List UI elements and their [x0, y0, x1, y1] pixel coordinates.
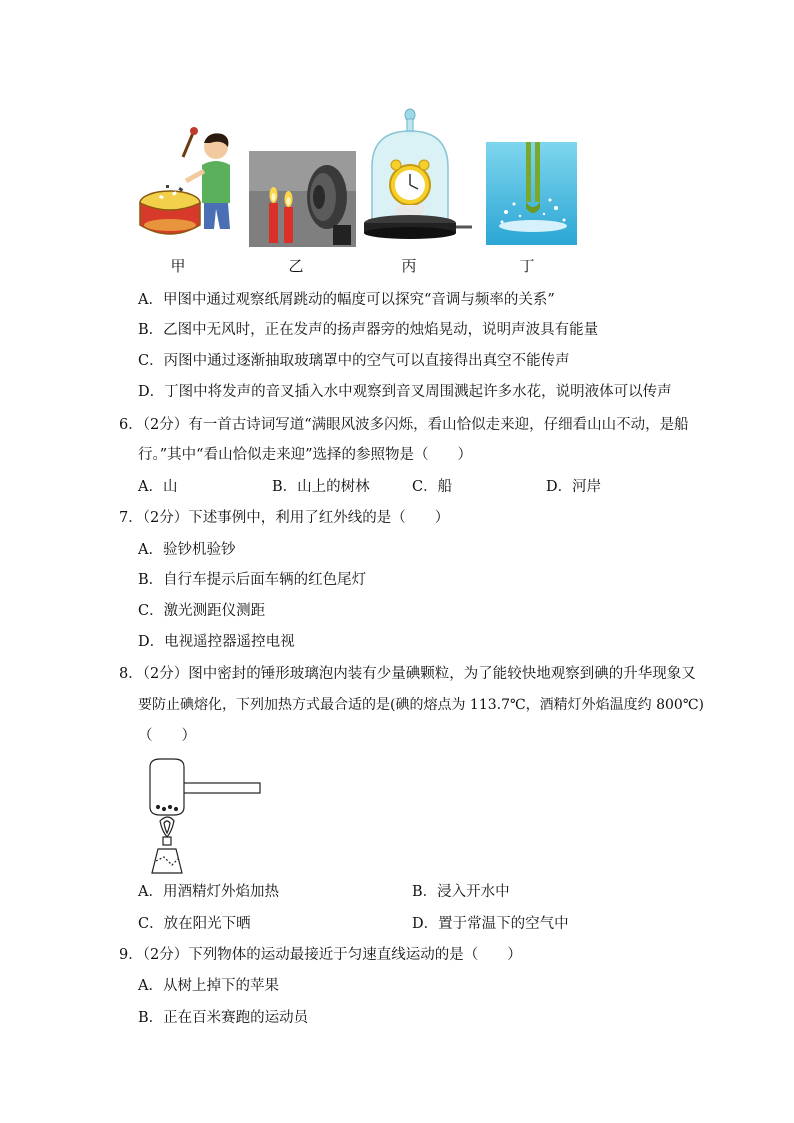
caption-yi: 乙 [288, 257, 304, 275]
q5-option-d: D．丁图中将发声的音叉插入水中观察到音叉周围溅起许多水花，说明液体可以传声 [138, 384, 672, 400]
q5-option-a: A．甲图中通过观察纸屑跳动的幅度可以探究“音调与频率的关系” [138, 292, 555, 308]
figure-bing-bell-jar [362, 107, 474, 245]
q6-stem-line2: 行。”其中“看山恰似走来迎”选择的参照物是（ ） [138, 447, 472, 463]
figure-jia-drum [138, 125, 240, 243]
q8-stem-line3: （ ） [138, 728, 196, 744]
q9-stem: 9．（2分）下列物体的运动最接近于匀速直线运动的是（ ） [119, 947, 522, 963]
caption-ding: 丁 [519, 257, 535, 275]
q9-option-a: A．从树上掉下的苹果 [138, 978, 279, 994]
q8-option-a: A．用酒精灯外焰加热 [138, 884, 279, 900]
figure-yi-candle-speaker [249, 151, 356, 247]
q6-stem-line1: 6．（2分）有一首古诗词写道“满眼风波多闪烁，看山恰似走来迎，仔细看山山不动，是船 [119, 417, 689, 433]
q8-stem-line1: 8．（2分）图中密封的锤形玻璃泡内装有少量碘颗粒，为了能较快地观察到碘的升华现象又 [119, 666, 696, 682]
q8-option-d: D．置于常温下的空气中 [412, 916, 569, 932]
q5-option-b: B．乙图中无风时，正在发声的扬声器旁的烛焰晃动，说明声波具有能量 [138, 322, 599, 338]
q7-option-d: D．电视遥控器遥控电视 [138, 634, 295, 650]
figure-ding-tuning-fork [486, 142, 577, 245]
q6-option-c: C．船 [412, 479, 453, 495]
q7-option-a: A．验钞机验钞 [138, 542, 236, 558]
q8-option-b: B．浸入开水中 [412, 884, 510, 900]
q8-option-c: C．放在阳光下晒 [138, 916, 251, 932]
q6-option-a: A．山 [138, 479, 178, 495]
q9-option-b: B．正在百米赛跑的运动员 [138, 1010, 309, 1026]
caption-jia: 甲 [170, 257, 186, 275]
q5-option-c: C．丙图中通过逐渐抽取玻璃罩中的空气可以直接得出真空不能传声 [138, 353, 570, 369]
caption-bing: 丙 [401, 257, 417, 275]
q7-stem: 7．（2分）下述事例中，利用了红外线的是（ ） [119, 510, 450, 526]
q7-option-b: B．自行车提示后面车辆的红色尾灯 [138, 572, 367, 588]
q6-option-b: B．山上的树林 [272, 479, 370, 495]
figure-iodine-hammer-bulb [138, 757, 264, 875]
q8-stem-line2: 要防止碘熔化，下列加热方式最合适的是(碘的熔点为 113.7℃，酒精灯外焰温度约 800℃) [138, 697, 704, 713]
q7-option-c: C．激光测距仪测距 [138, 603, 266, 619]
q6-option-d: D．河岸 [546, 479, 602, 495]
